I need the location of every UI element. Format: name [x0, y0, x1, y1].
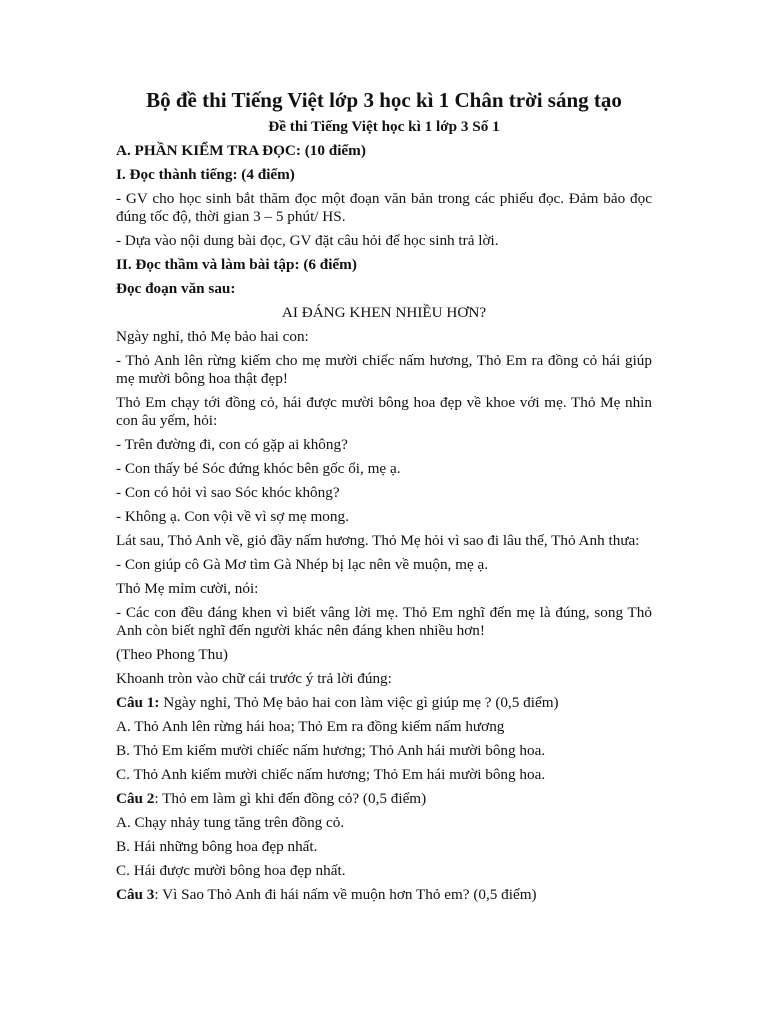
- story-line: Ngày nghỉ, thỏ Mẹ bảo hai con:: [116, 328, 309, 345]
- reading-instruction: Đọc đoạn văn sau:: [116, 280, 236, 297]
- option: C. Thỏ Anh kiếm mười chiếc nấm hương; Thỏ Em hái mười bông hoa.: [116, 766, 546, 783]
- question-text: : Thỏ em làm gì khi đến đồng cỏ? (0,5 điểm): [154, 790, 427, 807]
- story-line: Thỏ Mẹ mỉm cười, nói:: [116, 580, 259, 597]
- story-line: - Không ạ. Con vội về vì sợ mẹ mong.: [116, 508, 349, 525]
- exam-subtitle: Đề thi Tiếng Việt học kì 1 lớp 3 Số 1: [268, 118, 500, 135]
- document-title: Bộ đề thi Tiếng Việt lớp 3 học kì 1 Chân trời sáng tạo: [146, 88, 622, 112]
- question-3: [116, 886, 652, 904]
- option: C. Hái được mười bông hoa đẹp nhất.: [116, 862, 346, 879]
- option: A. Thỏ Anh lên rừng hái hoa; Thỏ Em ra đồng kiếm nấm hương: [116, 718, 505, 735]
- part1-paragraph-1: - GV cho học sinh bắt thăm đọc một đoạn văn bản trong các phiếu đọc. Đảm bảo đọc đúng tốc độ, thời gian 3 – 5 phút/ HS.: [116, 190, 652, 225]
- story-line: - Con thấy bé Sóc đứng khóc bên gốc ổi, mẹ ạ.: [116, 460, 401, 477]
- story-line: Thỏ Em chạy tới đồng cỏ, hái được mười bông hoa đẹp về khoe với mẹ. Thỏ Mẹ nhìn con âu yếm, hỏi:: [116, 394, 652, 429]
- question-label: Câu 3: [116, 886, 155, 903]
- question-text: : Vì Sao Thỏ Anh đi hái nấm về muộn hơn Thỏ em? (0,5 điểm): [154, 886, 537, 903]
- question-1: [116, 694, 652, 712]
- document-body: [116, 118, 652, 910]
- story-line: Lát sau, Thỏ Anh về, giỏ đầy nấm hương. Thỏ Mẹ hỏi vì sao đi lâu thế, Thỏ Anh thưa:: [116, 532, 640, 549]
- part2-heading: II. Đọc thầm và làm bài tập: (6 điểm): [116, 256, 357, 273]
- part1-paragraph-2: - Dựa vào nội dung bài đọc, GV đặt câu hỏi để học sinh trả lời.: [116, 232, 499, 249]
- question-label: Câu 1:: [116, 694, 160, 711]
- story-line: - Thỏ Anh lên rừng kiếm cho mẹ mười chiếc nấm hương, Thỏ Em ra đồng cỏ hái giúp mẹ mười bông hoa thật đẹp!: [116, 352, 652, 387]
- question-2: [116, 790, 652, 808]
- option: B. Thỏ Em kiếm mười chiếc nấm hương; Thỏ Anh hái mười bông hoa.: [116, 742, 546, 759]
- story-line: - Con giúp cô Gà Mơ tìm Gà Nhép bị lạc nên về muộn, mẹ ạ.: [116, 556, 489, 573]
- story-source: (Theo Phong Thu): [116, 646, 228, 663]
- option: A. Chạy nhảy tung tăng trên đồng cỏ.: [116, 814, 345, 831]
- story-title: AI ĐÁNG KHEN NHIỀU HƠN?: [281, 304, 487, 321]
- question-label: Câu 2: [116, 790, 155, 807]
- story-line: - Trên đường đi, con có gặp ai không?: [116, 436, 348, 453]
- story-line: - Con có hỏi vì sao Sóc khóc không?: [116, 484, 340, 501]
- answer-instruction: Khoanh tròn vào chữ cái trước ý trả lời đúng:: [116, 670, 392, 687]
- part1-heading: I. Đọc thành tiếng: (4 điểm): [116, 166, 295, 183]
- option: B. Hái những bông hoa đẹp nhất.: [116, 838, 318, 855]
- story-line: - Các con đều đáng khen vì biết vâng lời mẹ. Thỏ Em nghĩ đến mẹ là đúng, song Thỏ Anh còn biết nghĩ đến người khác nên đáng khen nhiều hơn!: [116, 604, 652, 639]
- section-a-heading: A. PHẦN KIỂM TRA ĐỌC: (10 điểm): [116, 142, 366, 159]
- question-text: Ngày nghỉ, Thỏ Mẹ bảo hai con làm việc gì giúp mẹ ? (0,5 điểm): [159, 694, 559, 711]
